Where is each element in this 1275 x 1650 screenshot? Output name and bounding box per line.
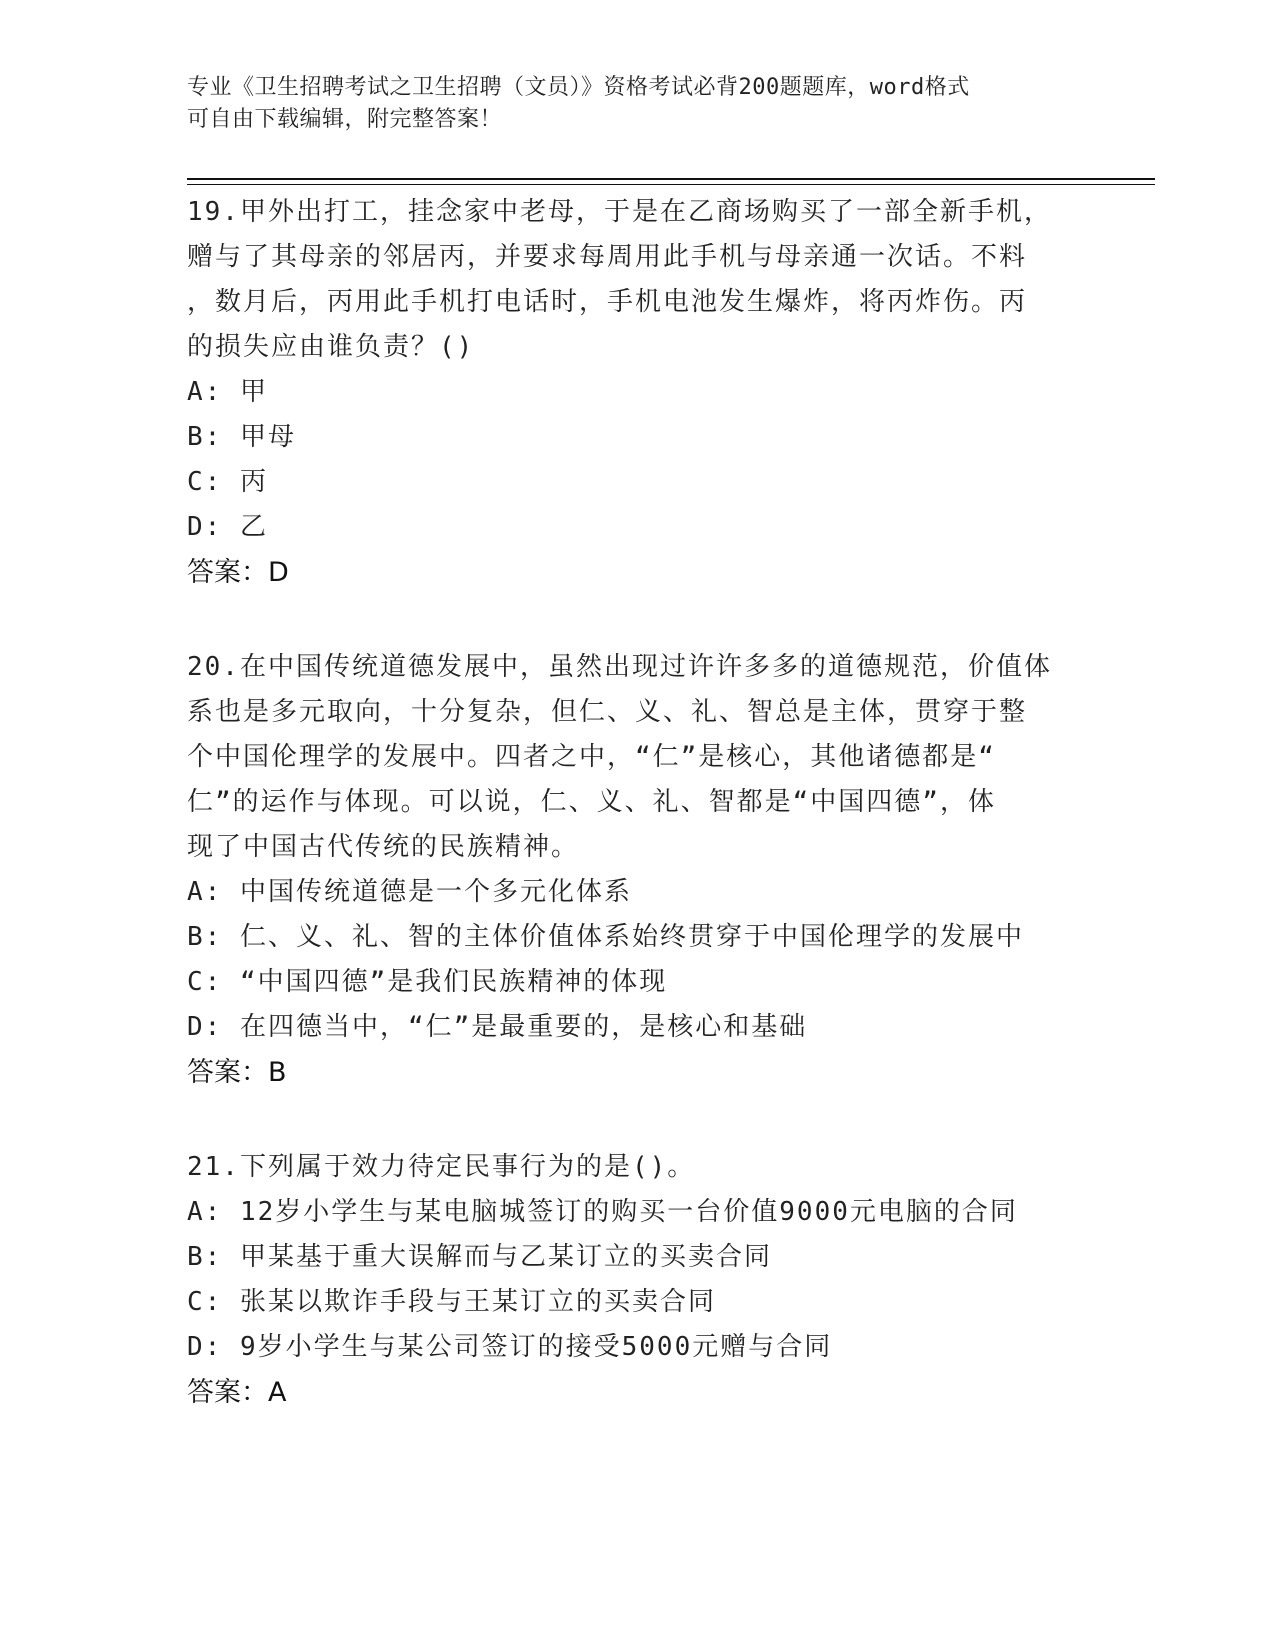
option-c: C: “中国四德”是我们民族精神的体现 <box>187 967 668 997</box>
question-stem: 19.甲外出打工，挂念家中老母，于是在乙商场购买了一部全新手机， 赠与了其母亲的邻居丙，并要求每周用此手机与母亲通一次话。不料 ，数月后，丙用此手机打电话时，手机电池发生爆炸，将丙炸伤。丙 的损失应由谁负责？() <box>187 197 1052 362</box>
option-b: B: 仁、义、礼、智的主体价值体系始终贯穿于中国伦理学的发展中 <box>187 922 1024 952</box>
option-b: B: 甲某基于重大误解而与乙某订立的买卖合同 <box>187 1242 772 1272</box>
question-20 <box>187 645 1087 1095</box>
answer-label: 答案：A <box>187 1377 287 1408</box>
question-stem: 20.在中国传统道德发展中，虽然出现过许许多多的道德规范，价值体 系也是多元取向，十分复杂，但仁、义、礼、智总是主体，贯穿于整 个中国伦理学的发展中。四者之中，“仁”是核心，其他诸德都是“ 仁”的运作与体现。可以说，仁、义、礼、智都是“中国四德”，体 现了中国古代传统的民族精神。 <box>187 652 1052 862</box>
option-b: B: 甲母 <box>187 422 296 452</box>
question-19 <box>187 190 1087 595</box>
question-list <box>187 190 1087 1465</box>
option-a: A: 中国传统道德是一个多元化体系 <box>187 877 632 907</box>
option-d: D: 乙 <box>187 512 268 542</box>
option-d: D: 9岁小学生与某公司签订的接受5000元赠与合同 <box>187 1332 833 1362</box>
answer-label: 答案：B <box>187 1057 287 1088</box>
header-rule-thick <box>187 178 1155 180</box>
option-d: D: 在四德当中，“仁”是最重要的，是核心和基础 <box>187 1012 808 1042</box>
option-c: C: 张某以欺诈手段与王某订立的买卖合同 <box>187 1287 716 1317</box>
document-header <box>187 72 1087 136</box>
question-21 <box>187 1145 1087 1415</box>
option-a: A: 12岁小学生与某电脑城签订的购买一台价值9000元电脑的合同 <box>187 1197 1018 1227</box>
question-stem: 21.下列属于效力待定民事行为的是()。 <box>187 1152 696 1182</box>
option-c: C: 丙 <box>187 467 268 497</box>
header-line-2: 可自由下载编辑，附完整答案！ <box>187 107 503 132</box>
header-rule-thin <box>187 184 1155 185</box>
header-line-1: 专业《卫生招聘考试之卫生招聘（文员）》资格考试必背200题题库，word格式 <box>187 75 970 100</box>
option-a: A: 甲 <box>187 377 268 407</box>
answer-label: 答案：D <box>187 557 289 588</box>
